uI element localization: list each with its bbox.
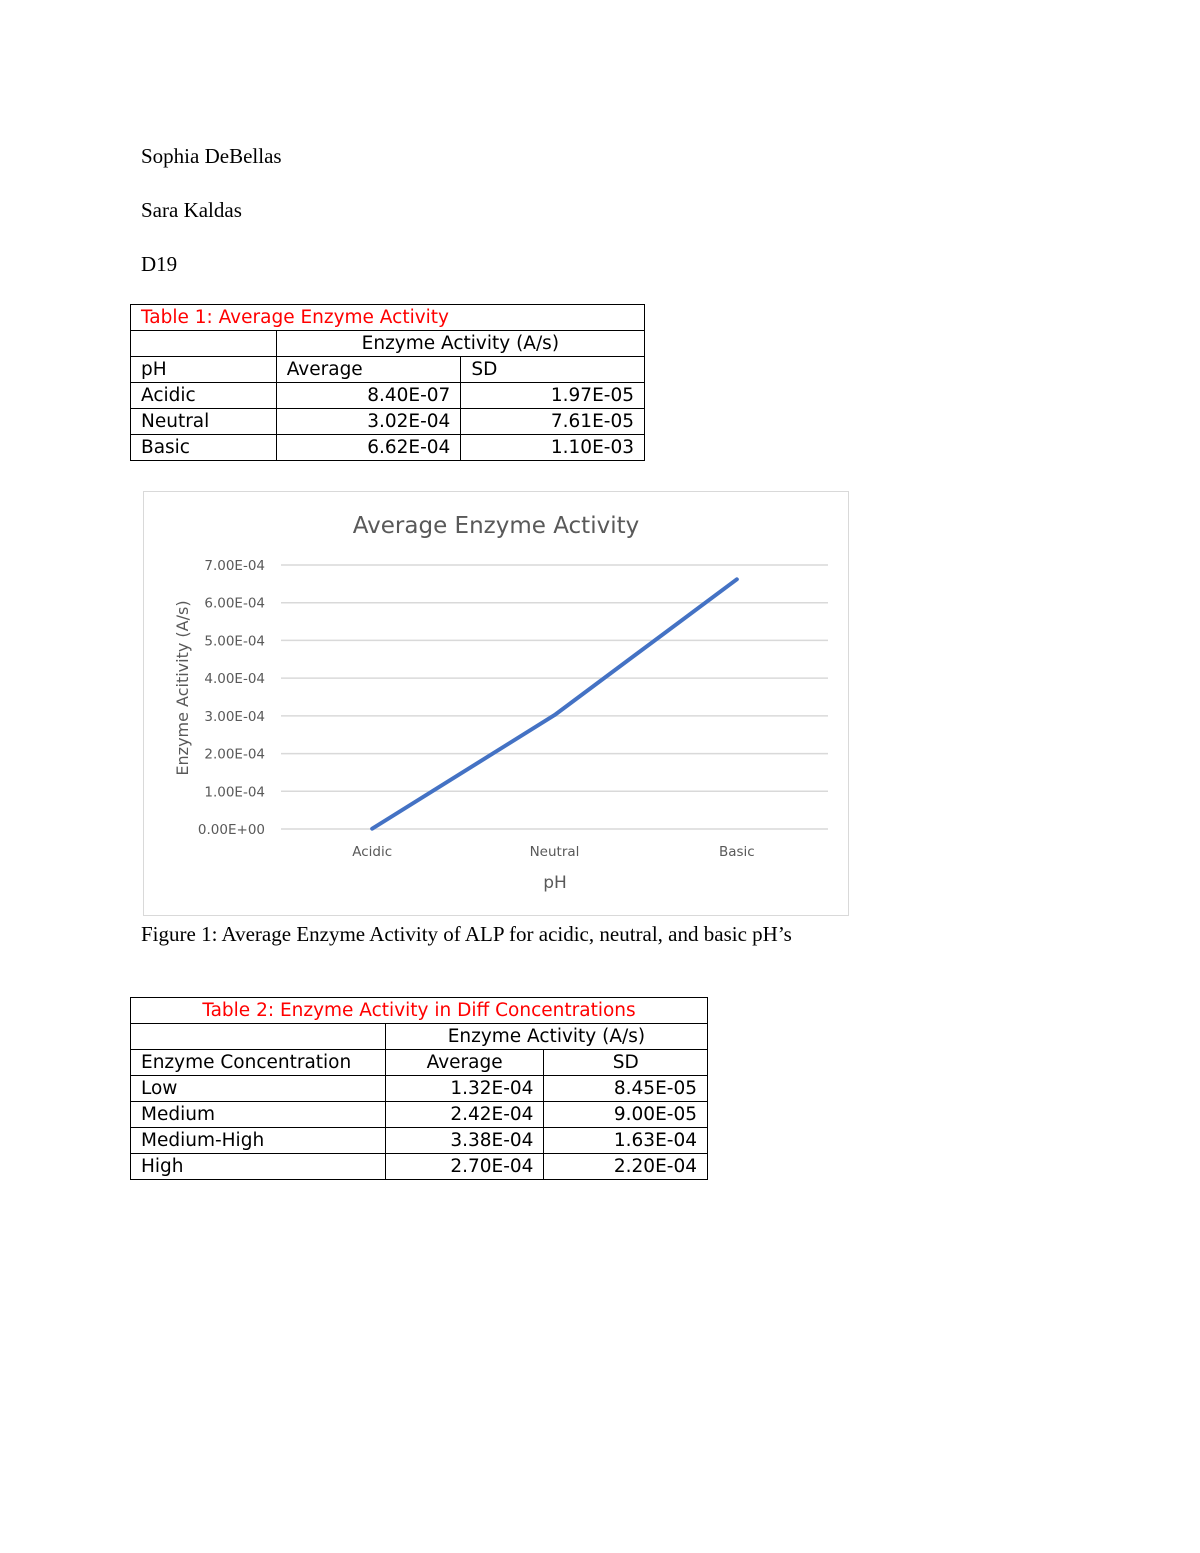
chart-x-tick-labels — [352, 844, 755, 860]
table-row — [131, 1076, 708, 1102]
table-enzyme-activity-concentrations — [130, 997, 708, 1180]
table-cell: 1.10E-03 — [461, 435, 645, 461]
line-chart-svg — [144, 492, 847, 914]
table-header-row — [131, 1050, 708, 1076]
chart-y-tick-label: 4.00E-04 — [204, 671, 265, 688]
table-group-header-row — [131, 331, 645, 357]
chart-x-tick-label: Neutral — [529, 844, 580, 860]
table-cell: 3.38E-04 — [385, 1128, 544, 1154]
table-title: Table 2: Enzyme Activity in Diff Concentrations — [131, 998, 708, 1024]
column-header: Average — [276, 357, 461, 383]
table-cell: 1.63E-04 — [544, 1128, 708, 1154]
table-group-header-row — [131, 1024, 708, 1050]
table-title-row — [131, 998, 708, 1024]
table-cell: 2.20E-04 — [544, 1154, 708, 1180]
table-cell: 7.61E-05 — [461, 409, 645, 435]
row-label: Basic — [131, 435, 277, 461]
table-row — [131, 409, 645, 435]
row-label: Acidic — [131, 383, 277, 409]
table-row — [131, 383, 645, 409]
figure-caption: Figure 1: Average Enzyme Activity of ALP for acidic, neutral, and basic pH’s — [141, 922, 792, 946]
chart-x-axis-title: pH — [543, 873, 567, 893]
table-average-enzyme-activity — [130, 304, 645, 461]
line-chart — [143, 491, 849, 916]
chart-y-tick-label: 1.00E-04 — [204, 784, 265, 801]
chart-y-tick-label: 3.00E-04 — [204, 708, 265, 725]
row-label: Neutral — [131, 409, 277, 435]
table-cell: 8.40E-07 — [276, 383, 461, 409]
chart-y-tick-label: 7.00E-04 — [204, 558, 265, 574]
chart-x-tick-label: Acidic — [352, 844, 393, 860]
table-cell: 8.45E-05 — [544, 1076, 708, 1102]
table-cell: 1.97E-05 — [461, 383, 645, 409]
row-label: High — [131, 1154, 386, 1180]
table-cell: 9.00E-05 — [544, 1102, 708, 1128]
table-cell: 2.42E-04 — [385, 1102, 544, 1128]
author-name-2: Sara Kaldas — [141, 198, 242, 222]
table-cell: 1.32E-04 — [385, 1076, 544, 1102]
chart-y-tick-label: 6.00E-04 — [204, 595, 265, 612]
table-title: Table 1: Average Enzyme Activity — [131, 305, 645, 331]
row-label: Low — [131, 1076, 386, 1102]
column-header: Average — [385, 1050, 544, 1076]
row-label: Medium-High — [131, 1128, 386, 1154]
table-cell: 3.02E-04 — [276, 409, 461, 435]
chart-y-tick-labels — [198, 558, 265, 838]
table-group-header: Enzyme Activity (A/s) — [385, 1024, 707, 1050]
column-header: SD — [461, 357, 645, 383]
table-row — [131, 435, 645, 461]
table-title-row — [131, 305, 645, 331]
chart-y-tick-label: 5.00E-04 — [204, 633, 265, 650]
table-group-header: Enzyme Activity (A/s) — [276, 331, 644, 357]
table-row — [131, 1128, 708, 1154]
table-cell: 2.70E-04 — [385, 1154, 544, 1180]
chart-y-tick-label: 2.00E-04 — [204, 746, 265, 763]
chart-gridlines — [281, 565, 828, 829]
table-row — [131, 1154, 708, 1180]
row-label: Medium — [131, 1102, 386, 1128]
table-empty-cell — [131, 331, 277, 357]
chart-y-tick-label: 0.00E+00 — [197, 822, 265, 838]
table-row — [131, 1102, 708, 1128]
table-empty-cell — [131, 1024, 386, 1050]
section-label: D19 — [141, 252, 178, 276]
table-cell: 6.62E-04 — [276, 435, 461, 461]
column-header: Enzyme Concentration — [131, 1050, 386, 1076]
column-header: pH — [131, 357, 277, 383]
chart-x-tick-label: Basic — [718, 844, 755, 860]
author-name-1: Sophia DeBellas — [141, 144, 282, 168]
table-header-row — [131, 357, 645, 383]
chart-title: Average Enzyme Activity — [352, 513, 640, 539]
chart-y-axis-title: Enzyme Acitivity (A/s) — [173, 600, 192, 776]
column-header: SD — [544, 1050, 708, 1076]
